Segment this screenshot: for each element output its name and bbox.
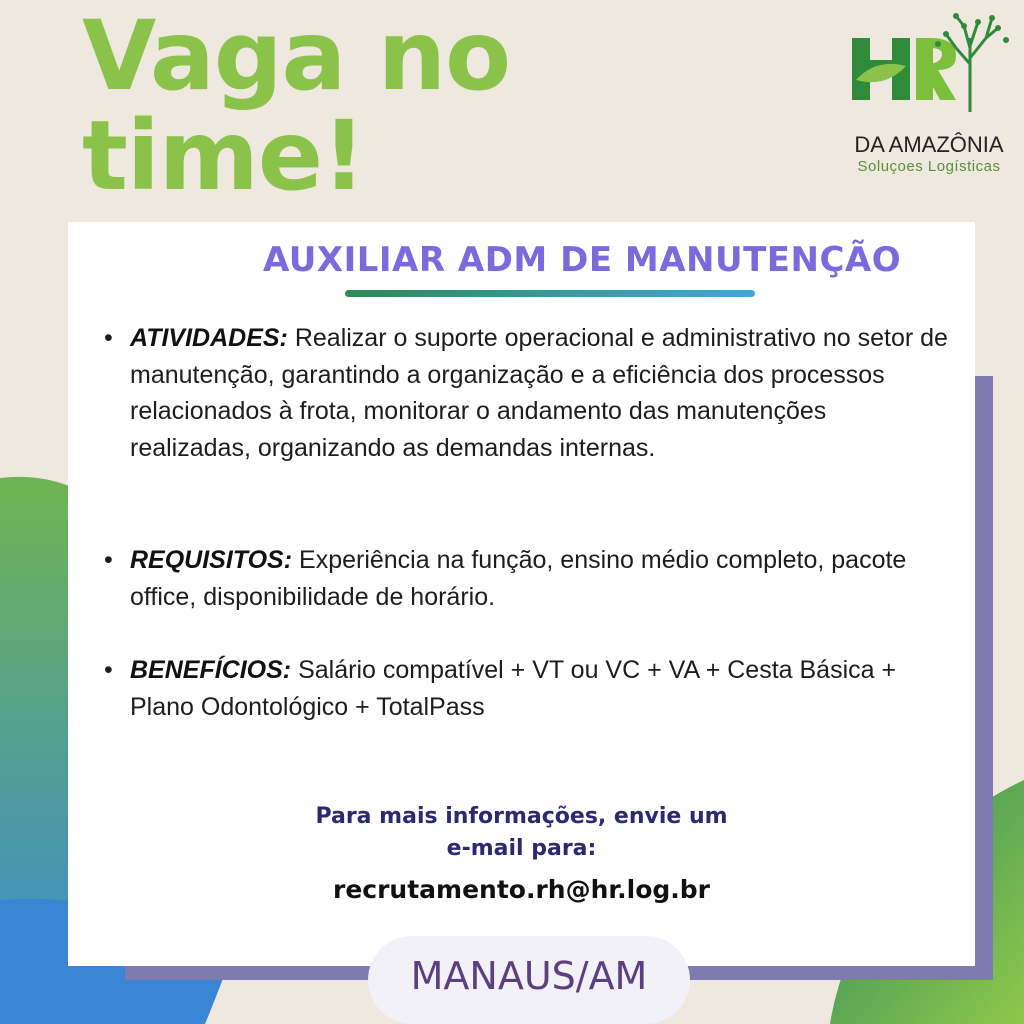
headline-line-2: time! — [82, 100, 365, 212]
location-text: MANAUS/AM — [410, 954, 648, 998]
contact-prompt-line-2: e-mail para: — [446, 836, 597, 861]
bullet-icon: • — [104, 324, 113, 352]
headline — [82, 0, 511, 212]
item-text: Realizar o suporte operacional e administrativo no setor de manutenção, garantindo a organização e a eficiência dos processos relacionados à frota, monitorar o andamento das manutenções realizadas, organizando as demandas internas. — [130, 324, 948, 462]
item-text: Salário compatível + VT ou VC + VA + Cesta Básica + Plano Odontológico + TotalPass — [130, 656, 897, 721]
hr-tree-logo-icon — [846, 8, 1016, 116]
company-logo — [836, 8, 1022, 180]
bullet-icon: • — [104, 656, 113, 684]
bullet-icon: • — [104, 546, 113, 574]
item-label: ATIVIDADES: — [130, 324, 288, 352]
location-badge — [368, 936, 690, 1024]
logo-name: DA AMAZÔNIA — [854, 132, 1004, 157]
item-label: REQUISITOS: — [130, 546, 293, 574]
job-card — [68, 222, 975, 966]
job-title: AUXILIAR ADM DE MANUTENÇÃO — [263, 240, 902, 280]
contact-prompt-line-1: Para mais informações, envie um — [315, 804, 728, 829]
contact-email[interactable]: recrutamento.rh@hr.log.br — [332, 875, 711, 904]
headline-line-1: Vaga no — [82, 0, 511, 112]
logo-tagline: Soluçoes Logísticas — [857, 158, 1001, 175]
title-underline — [345, 290, 755, 297]
item-label: BENEFÍCIOS: — [130, 656, 292, 684]
item-text: Experiência na função, ensino médio completo, pacote office, disponibilidade de horário. — [130, 546, 907, 611]
